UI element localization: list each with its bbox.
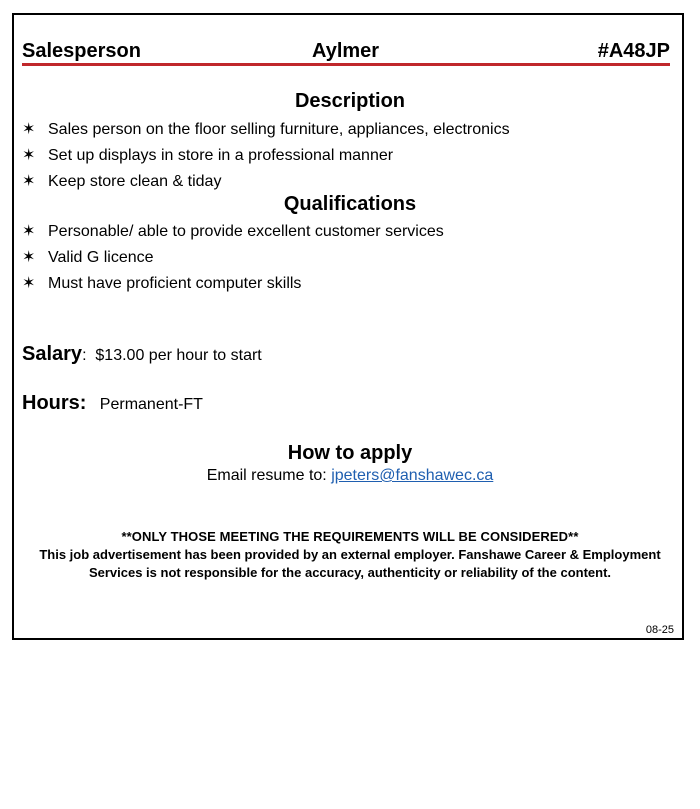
star-bullet-icon: ✶	[22, 275, 36, 292]
hours-label: Hours:	[22, 392, 87, 414]
list-item: ✶ Valid G licence	[22, 245, 444, 271]
qualifications-heading: Qualifications	[283, 193, 417, 215]
list-item: ✶ Set up displays in store in a professional manner	[22, 143, 510, 169]
salary-value: $13.00 per hour to start	[95, 347, 262, 364]
apply-prefix: Email resume to:	[206, 467, 327, 484]
star-bullet-icon: ✶	[22, 121, 36, 138]
job-title: Salesperson	[22, 40, 141, 62]
posting-header	[22, 38, 670, 62]
header-divider	[22, 63, 670, 66]
list-item: ✶ Keep store clean & tiday	[22, 169, 510, 195]
apply-line	[0, 467, 700, 485]
hours-row	[22, 392, 203, 415]
job-code: #A48JP	[597, 40, 670, 62]
star-bullet-icon: ✶	[22, 223, 36, 240]
how-to-apply-heading: How to apply	[287, 442, 413, 464]
job-location: Aylmer	[312, 40, 380, 62]
requirements-notice	[20, 528, 680, 582]
description-heading: Description	[294, 90, 406, 112]
requirements-caps: **ONLY THOSE MEETING THE REQUIREMENTS WILL BE CONSIDERED**	[121, 529, 579, 544]
email-link[interactable]: jpeters@fanshawec.ca	[331, 467, 494, 484]
footer-code: 08-25	[645, 624, 674, 636]
disclaimer-text: This job advertisement has been provided by an external employer. Fanshawe Career & Employment Services is not responsible for the accuracy, authenticity or reliability of the content.	[39, 547, 661, 580]
star-bullet-icon: ✶	[22, 147, 36, 164]
list-item: ✶ Personable/ able to provide excellent customer services	[22, 219, 444, 245]
hours-value: Permanent-FT	[99, 396, 203, 413]
star-bullet-icon: ✶	[22, 173, 36, 190]
salary-separator: :	[82, 347, 87, 364]
qualifications-list	[22, 219, 444, 297]
salary-row	[22, 343, 262, 366]
star-bullet-icon: ✶	[22, 249, 36, 266]
salary-label: Salary	[22, 343, 83, 365]
description-list	[22, 117, 510, 195]
list-item: ✶ Must have proficient computer skills	[22, 271, 444, 297]
list-item: ✶ Sales person on the floor selling furniture, appliances, electronics	[22, 117, 510, 143]
